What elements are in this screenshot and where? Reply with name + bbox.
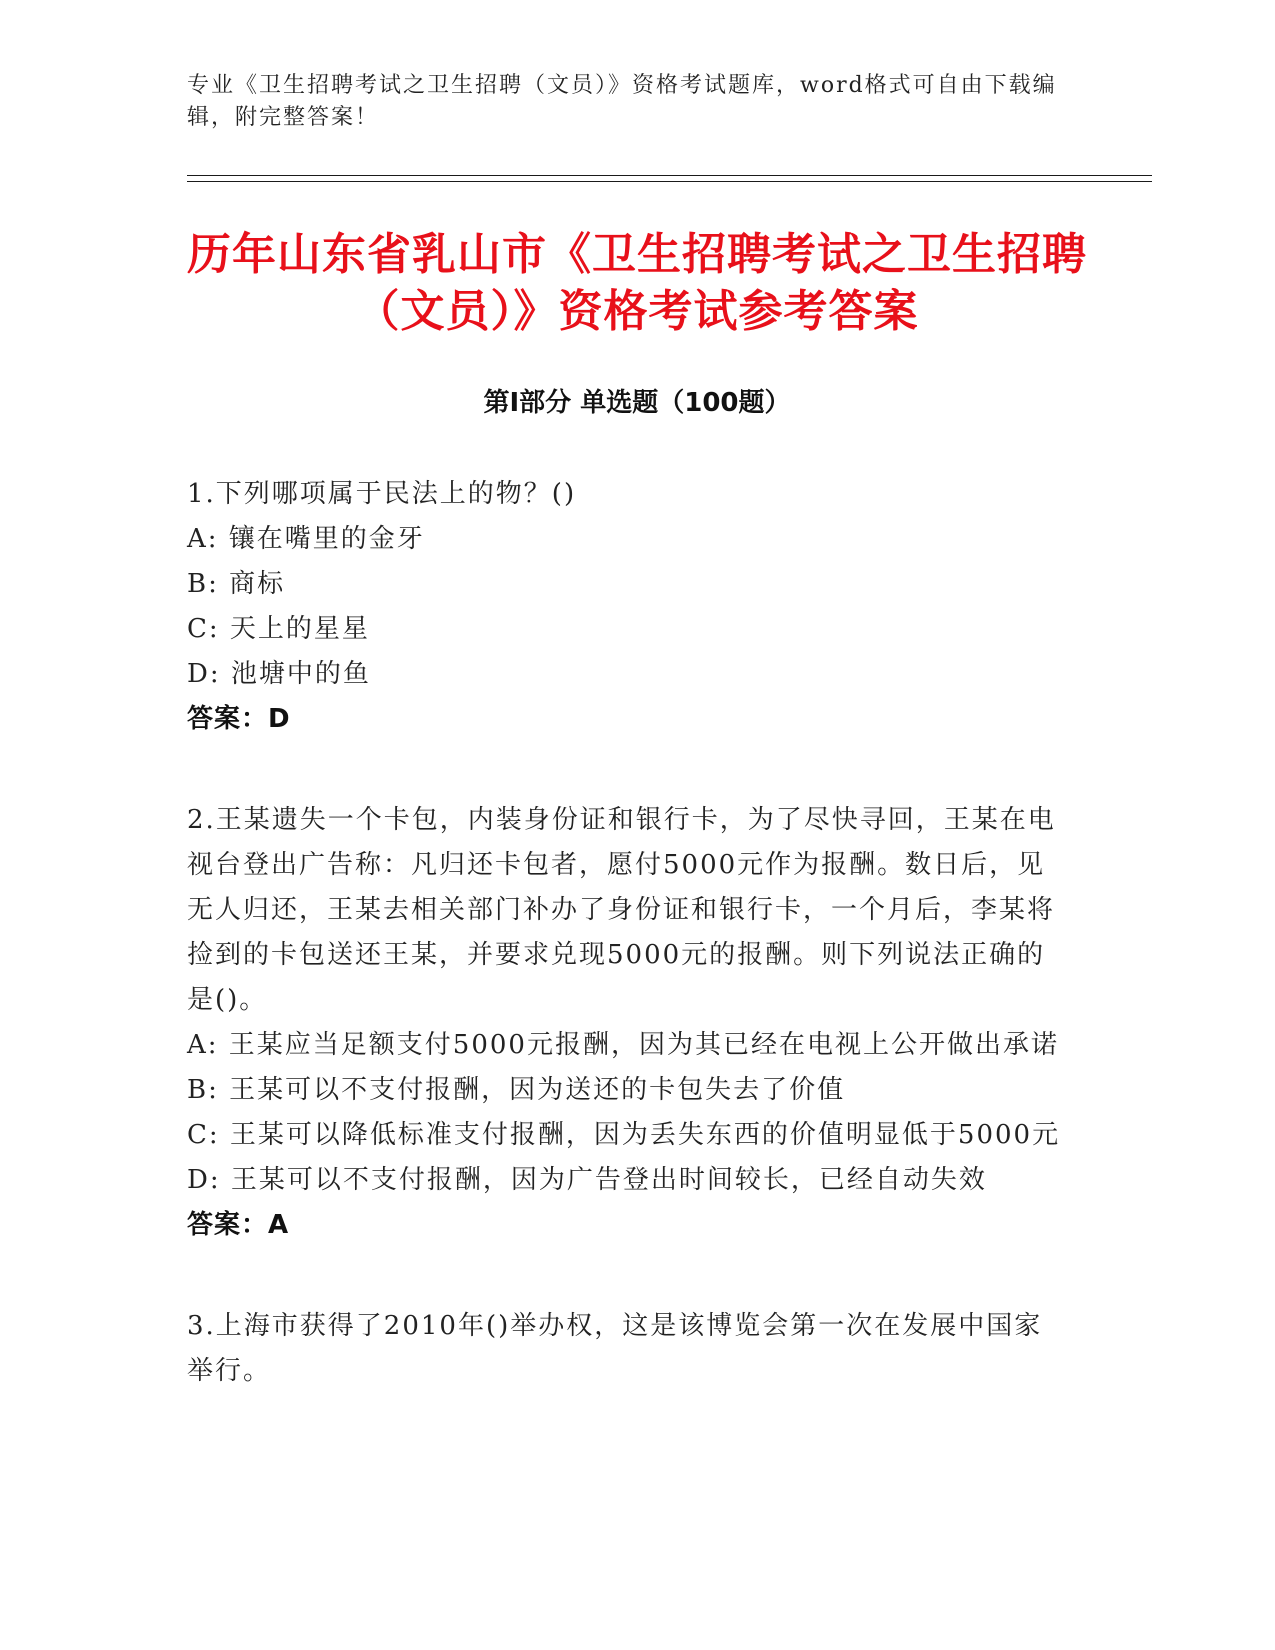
question-list <box>187 472 1067 1450</box>
question-2 <box>187 798 1067 1248</box>
question-stem: 2.王某遗失一个卡包，内装身份证和银行卡，为了尽快寻回，王某在电视台登出广告称：凡归还卡包者，愿付5000元作为报酬。数日后，见无人归还，王某去相关部门补办了身份证和银行卡，一个月后，李某将捡到的卡包送还王某，并要求兑现5000元的报酬。则下列说法正确的是()。 <box>187 805 1056 1015</box>
option-d: D: 王某可以不支付报酬，因为广告登出时间较长，已经自动失效 <box>187 1165 987 1195</box>
question-stem: 1.下列哪项属于民法上的物？() <box>187 479 577 509</box>
document-title: 历年山东省乳山市《卫生招聘考试之卫生招聘（文员）》资格考试参考答案 <box>187 229 1087 337</box>
option-d: D: 池塘中的鱼 <box>187 659 371 689</box>
answer-line: 答案：A <box>187 1210 290 1240</box>
section-title: 第Ⅰ部分 单选题（100题） <box>483 388 791 418</box>
header-note: 专业《卫生招聘考试之卫生招聘（文员）》资格考试题库，word格式可自由下载编辑，附完整答案！ <box>187 73 1057 130</box>
question-3 <box>187 1304 1067 1394</box>
option-c: C: 王某可以降低标准支付报酬，因为丢失东西的价值明显低于5000元 <box>187 1120 1061 1150</box>
header-rule-top <box>187 175 1152 176</box>
option-b: B: 商标 <box>187 569 286 599</box>
option-a: A: 镶在嘴里的金牙 <box>187 524 425 554</box>
option-c: C: 天上的星星 <box>187 614 370 644</box>
question-1 <box>187 472 1067 742</box>
question-stem: 3.上海市获得了2010年()举办权，这是该博览会第一次在发展中国家举行。 <box>187 1311 1043 1386</box>
option-b: B: 王某可以不支付报酬，因为送还的卡包失去了价值 <box>187 1075 846 1105</box>
header-rule-bottom <box>187 181 1152 182</box>
answer-line: 答案：D <box>187 704 291 734</box>
option-a: A: 王某应当足额支付5000元报酬，因为其已经在电视上公开做出承诺 <box>187 1030 1059 1060</box>
